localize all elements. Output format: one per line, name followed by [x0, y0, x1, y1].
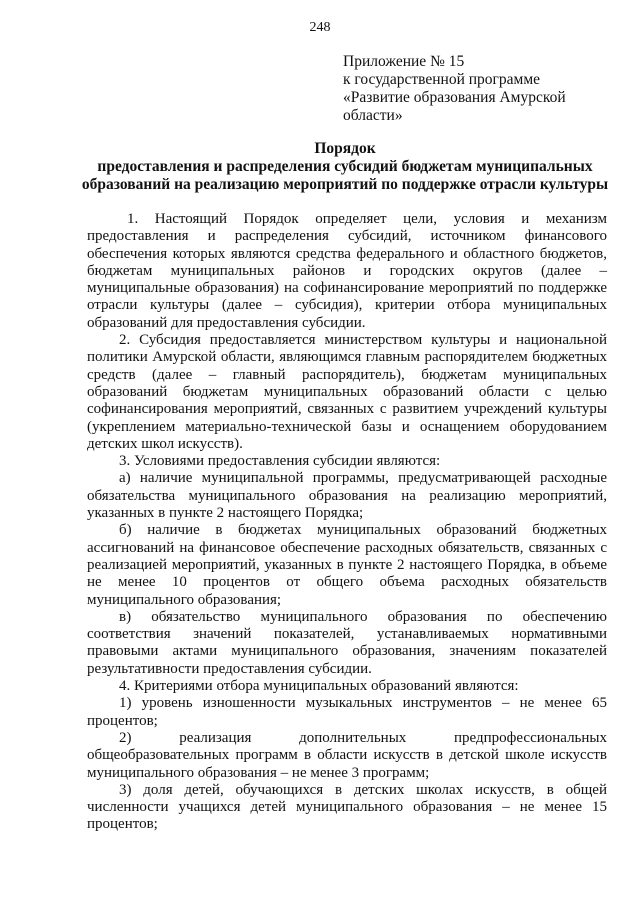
document-heading [80, 140, 610, 194]
paragraph-4-1: 1) уровень изношенности музыкальных инструментов – не менее 65 процентов; [87, 695, 607, 729]
paragraph-1: 1. Настоящий Порядок определяет цели, условия и механизм предоставления и распределения субсидий, источником финансового обеспечения которых являются средства федерального и областного бюджетов, бюджетам муниципальных районов и городских округов (далее – муниципальные образования) на софинансирование мероприятий по поддержке отрасли культуры (далее – субсидия), критерии отбора муниципальных образований для предоставления субсидии. [87, 211, 607, 331]
appendix-block [343, 53, 603, 125]
appendix-line-4: области» [343, 107, 403, 124]
appendix-line-1: Приложение № 15 [343, 53, 465, 70]
paragraph-3a: а) наличие муниципальной программы, предусматривающей расходные обязательства муниципального образования на реализацию мероприятий, указанных в пункте 2 настоящего Порядка; [87, 470, 607, 522]
paragraph-4-3: 3) доля детей, обучающихся в детских школах искусств, в общей численности учащихся детей муниципального образования – не менее 15 процентов; [87, 781, 607, 833]
heading-subtitle-line-2: образований на реализацию мероприятий по поддержке отрасли культуры [81, 176, 609, 193]
page-number: 248 [309, 20, 331, 35]
heading-subtitle-line-1: предоставления и распределения субсидий бюджетам муниципальных [97, 158, 593, 175]
document-body [87, 211, 607, 834]
heading-title: Порядок [314, 140, 376, 157]
paragraph-2: 2. Субсидия предоставляется министерством культуры и национальной политики Амурской области, являющимся главным распорядителем бюджетных средств (далее – главный распорядитель), бюджетам муниципальных образований бюджетам муниципальных образований области с целью софинансирования мероприятий, связанных с развитием учреждений культуры (укреплением материально-технической базы и оснащением оборудованием детских школ искусств). [87, 332, 607, 452]
paragraph-4-2: 2) реализация дополнительных предпрофессиональных общеобразовательных программ в области искусств в детской школе искусств муниципального образования – не менее 3 программ; [87, 729, 607, 781]
paragraph-3: 3. Условиями предоставления субсидии являются: [119, 453, 441, 470]
paragraph-4: 4. Критериями отбора муниципальных образований являются: [119, 678, 519, 695]
paragraph-3b: б) наличие в бюджетах муниципальных образований бюджетных ассигнований на финансовое обеспечение расходных обязательств, связанных с реализацией мероприятий, указанных в пункте 2 настоящего Порядка, в объеме не менее 10 процентов от общего объема расходных обязательств муниципального образования; [87, 522, 607, 608]
appendix-line-3: «Развитие образования Амурской [343, 89, 566, 106]
paragraph-3c: в) обязательство муниципального образования по обеспечению соответствия значений показателей, устанавливаемых нормативными правовыми актами муниципального образования, значениям показателей результативности предоставления субсидии. [87, 608, 607, 677]
appendix-line-2: к государственной программе [343, 71, 541, 88]
